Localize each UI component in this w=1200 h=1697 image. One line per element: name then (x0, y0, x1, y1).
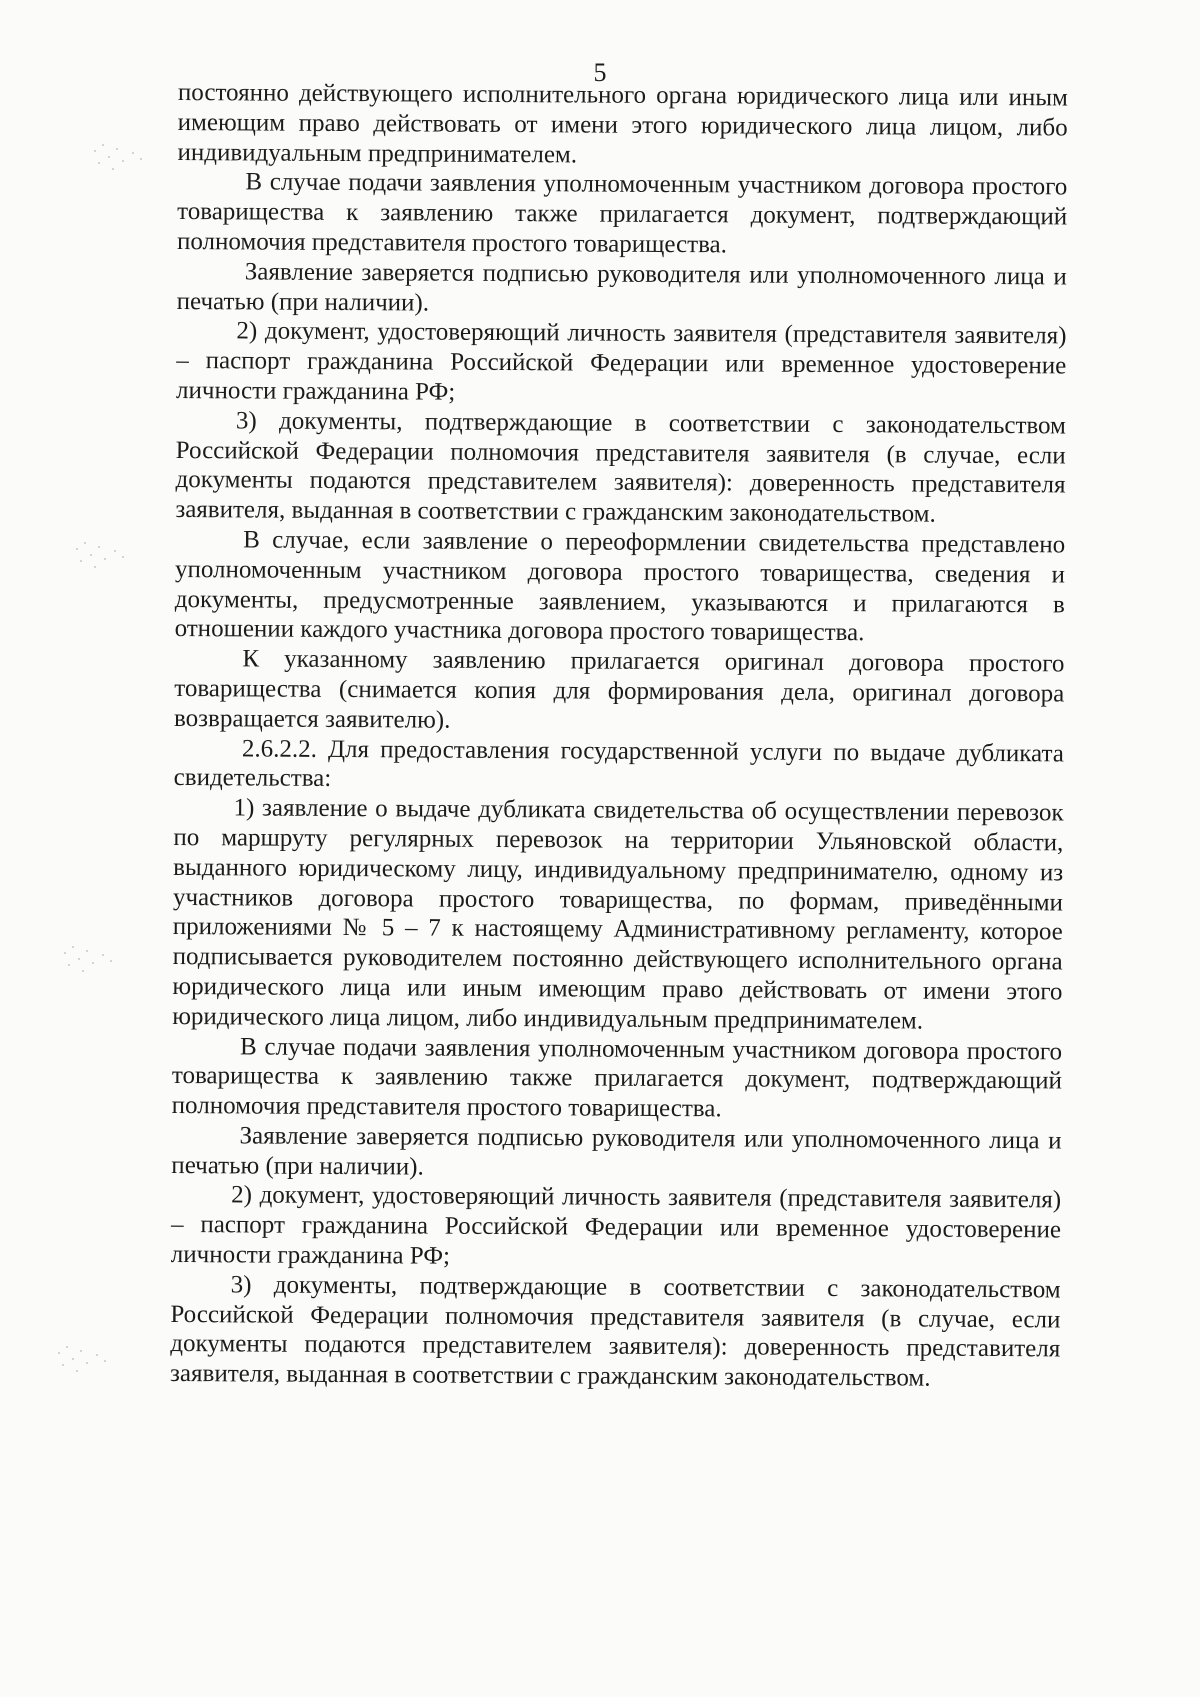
scan-hole-mark (70, 538, 140, 578)
list-item-identity-document-2: 2) документ, удостоверяющий личность заявителя (представителя заявителя) – паспорт гражданина Российской Федерации или временное удостоверение личности гражданина РФ; (170, 1181, 1062, 1270)
paragraph-simple-partnership-note: В случае подачи заявления уполномоченным участником договора простого товарищества к заявлению также прилагается документ, подтверждающий полномочия представителя простого товарищества. (176, 168, 1068, 259)
paragraph-original-contract: К указанному заявлению прилагается оригинал договора простого товарищества (снимается копия для формирования дела, оригинал договора возвращается заявителю). (174, 645, 1065, 734)
paragraph-continuation: постоянно действующего исполнительного органа юридического лица или иным имеющим право действовать от имени этого юридического лица лицом, либо индивидуальным предпринимателем. (177, 78, 1068, 169)
list-item-identity-document: 2) документ, удостоверяющий личность заявителя (представителя заявителя) – паспорт гражданина Российской Федерации или временное удостоверение личности гражданина РФ; (176, 317, 1067, 406)
paragraph-signature-note-2: Заявление заверяется подписью руководителя или уполномоченного лица и печатью (при наличии). (171, 1122, 1062, 1181)
page-number: 5 (593, 58, 607, 87)
page-body (170, 78, 1068, 1394)
scan-hole-mark (88, 140, 158, 180)
section-heading-2-6-2-2: 2.6.2.2. Для предоставления государственной услуги по выдаче дубликата свидетельства: (173, 734, 1064, 793)
list-item-duplicate-application: 1) заявление о выдаче дубликата свидетельства об осуществлении перевозок по маршруту регулярных перевозок на территории Ульяновской области, выданного юридическому лицу, индивидуальному предпринимателю, одному из участников договора простого товарищества, по формам, приведёнными приложениями № 5 – 7 к настоящему Административному регламенту, которое подписывается руководителем постоянно действующего исполнительного органа юридического лица или иным имеющим право действовать от имени этого юридического лица лицом, либо индивидуальным предпринимателем. (172, 794, 1064, 1035)
scan-hole-mark (58, 942, 128, 982)
paragraph-reissue-note: В случае, если заявление о переоформлении свидетельства представлено уполномоченным участником договора простого товарищества, сведения и документы, предусмотренные заявлением, указываются и прилагаются в отношении каждого участника договора простого товарищества. (174, 526, 1066, 647)
list-item-authority-documents-2: 3) документы, подтверждающие в соответствии с законодательством Российской Федерации полномочия представителя заявителя (в случае, если документы подаются представителем заявителя): доверенность представителя заявителя, выданная в соответствии с гражданским законодательством. (170, 1271, 1061, 1392)
paragraph-simple-partnership-note-2: В случае подачи заявления уполномоченным участником договора простого товарищества к заявлению также прилагается документ, подтверждающий полномочия представителя простого товарищества. (171, 1032, 1063, 1123)
paragraph-signature-note: Заявление заверяется подписью руководителя или уполномоченного лица и печатью (при наличии). (176, 258, 1067, 317)
list-item-authority-documents: 3) документы, подтверждающие в соответствии с законодательством Российской Федерации полномочия представителя заявителя (в случае, если документы подаются представителем заявителя): доверенность представителя заявителя, выданная в соответствии с гражданским законодательством. (175, 407, 1066, 528)
scan-hole-mark (52, 1342, 122, 1382)
